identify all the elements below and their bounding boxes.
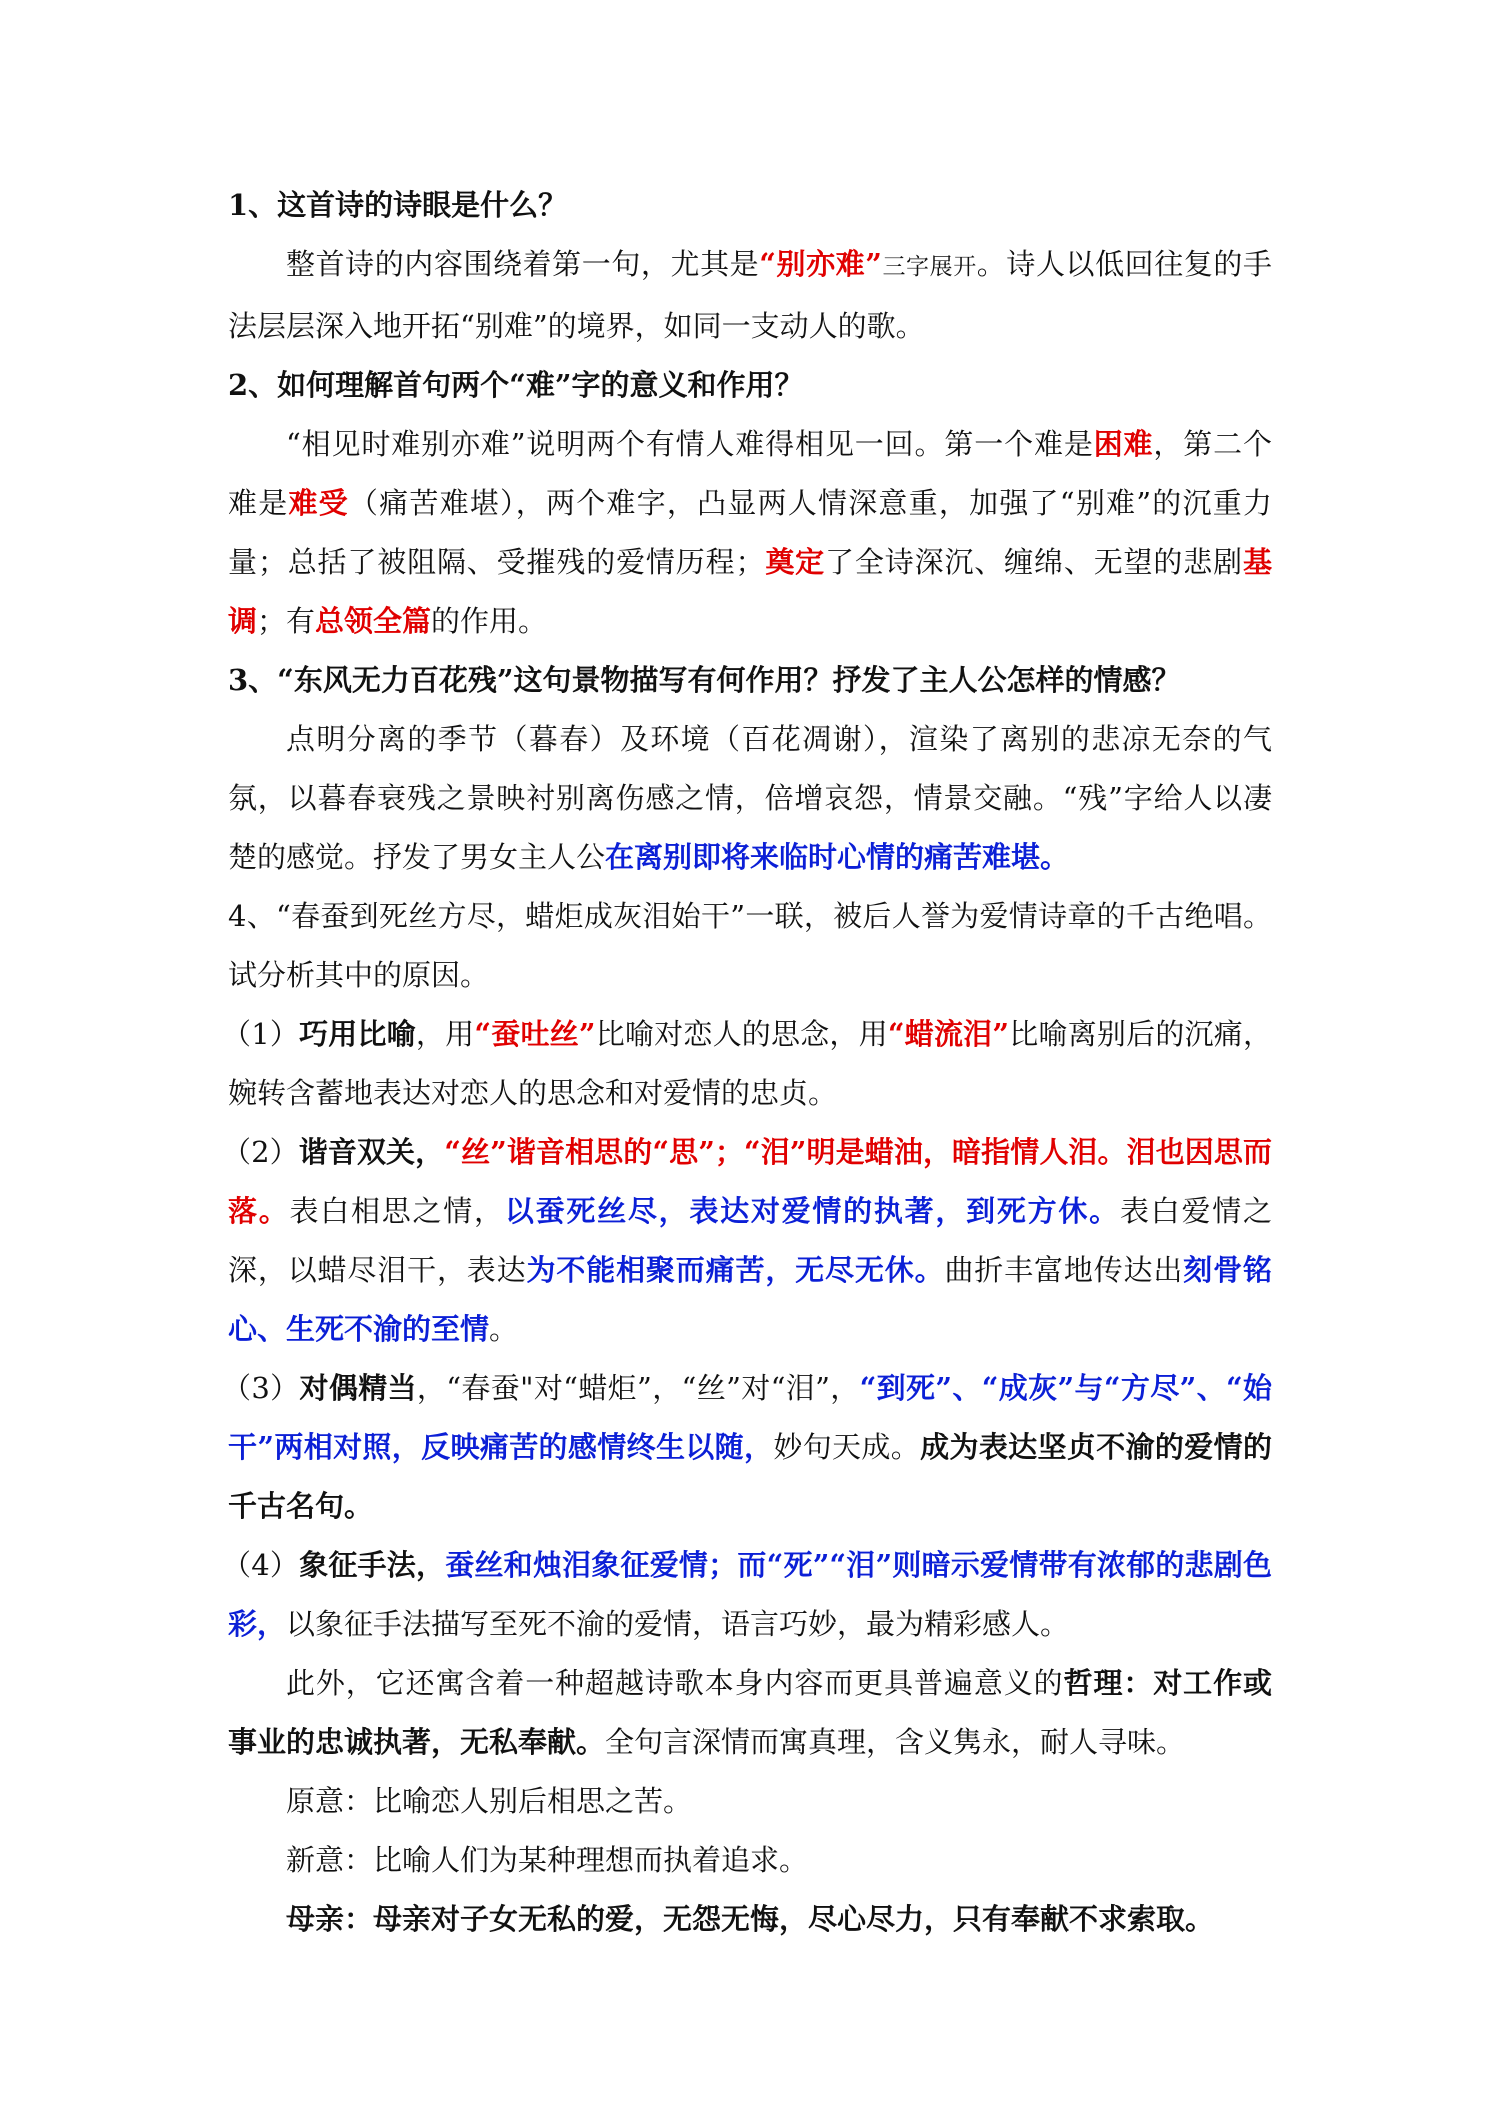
blue-highlight: 刻骨铭心、生死不渝的至情 [228, 1253, 1272, 1346]
keyword-bie-yi-nan: “别亦难” [759, 247, 882, 281]
original-meaning: 原意：比喻恋人别后相思之苦。 [286, 1784, 693, 1818]
point-number: （3） [222, 1371, 300, 1405]
point-2 [222, 1123, 1272, 1359]
text: ，第二个难是 [228, 427, 1272, 520]
point-head: 巧用比喻 [299, 1017, 416, 1051]
text: 的作用。 [431, 604, 548, 638]
point-head: 象征手法， [299, 1548, 446, 1582]
question-1-heading: 1、这首诗的诗眼是什么？ [228, 188, 568, 222]
mother-meaning: 母亲：母亲对子女无私的爱，无怨无悔，尽心尽力，只有奉献不求索取。 [286, 1902, 1215, 1936]
text: 比喻离别后的沉痛，婉转含蓄地表达对恋人的思念和对爱情的忠贞。 [228, 1017, 1272, 1110]
question-3-heading: 3、“东风无力百花残”这句景物描写有何作用？抒发了主人公怎样的情感？ [228, 663, 1181, 697]
text: 此外，它还寓含着一种超越诗歌本身内容而更具普遍意义的 [286, 1666, 1064, 1700]
point-3 [222, 1359, 1272, 1536]
text: 曲折丰富地传达出 [944, 1253, 1184, 1287]
bold-philosophy: 哲理：对工作或事业的忠诚执著，无私奉献。 [228, 1666, 1272, 1759]
blue-highlight: 以蚕死丝尽，表达对爱情的执著，到死方休。 [504, 1194, 1120, 1228]
keyword-zongling: 总领全篇 [315, 604, 432, 638]
text: 表白爱情之深，以蜡尽泪干，表达 [228, 1194, 1272, 1287]
text: “相见时难别亦难”说明两个有情人难得相见一回。第一个难是 [286, 427, 1094, 461]
red-highlight: “丝”谐音相思的“思”；“泪”明是蜡油，暗指情人泪。泪也因思而落。 [228, 1135, 1272, 1228]
keyword-emotion: 在离别即将来临时心情的痛苦难堪。 [605, 840, 1070, 874]
text: ；有 [257, 604, 316, 638]
answer-2 [228, 415, 1272, 651]
point-number: （1） [222, 1017, 300, 1051]
answer-3 [228, 710, 1272, 887]
text: 比喻对恋人的思念，用 [595, 1017, 888, 1051]
bold-conclusion: 成为表达坚贞不渝的爱情的千古名句。 [228, 1430, 1272, 1523]
question-4-heading: 4、“春蚕到死丝方尽，蜡炬成灰泪始干”一联，被后人誉为爱情诗章的千古绝唱。试分析其中的原因。 [228, 899, 1272, 992]
text: ，用 [415, 1017, 475, 1051]
keyword-jidiao: 基调 [228, 545, 1272, 638]
text: 了全诗深沉、缠绵、无望的悲剧 [825, 545, 1243, 579]
text: 妙句天成。 [773, 1430, 921, 1464]
text: 。 [489, 1312, 519, 1346]
text: 。诗人以低回往复的手法层层深入地开拓“别难”的境界，如同一支动人的歌。 [228, 247, 1272, 343]
point-head: 谐音双关， [298, 1135, 445, 1169]
question-2-heading: 2、如何理解首句两个“难”字的意义和作用？ [228, 368, 804, 402]
keyword-kunnan: 困难 [1093, 427, 1154, 461]
text: 点明分离的季节（暮春）及环境（百花凋谢），渲染了离别的悲凉无奈的气氛，以暮春衰残之景映衬别离伤感之情，倍增哀怨，情景交融。“残”字给人以凄楚的感觉。抒发了男女主人公 [228, 722, 1272, 874]
answer-1 [228, 235, 1272, 356]
new-meaning: 新意：比喻人们为某种理想而执着追求。 [286, 1843, 809, 1877]
text: 整首诗的内容围绕着第一句，尤其是 [286, 247, 760, 281]
point-4 [222, 1536, 1272, 1654]
philosophy-paragraph [228, 1654, 1272, 1772]
point-number: （2） [222, 1135, 299, 1169]
text: 表白相思之情， [289, 1194, 505, 1228]
keyword-la-liu-lei: “蜡流泪” [887, 1017, 1010, 1051]
text: 以象征手法描写至死不渝的爱情，语言巧妙，最为精彩感人。 [286, 1607, 1070, 1641]
point-1 [222, 1005, 1272, 1123]
keyword-can-tu-si: “蚕吐丝” [474, 1017, 596, 1051]
blue-highlight: “到死”、“成灰”与“方尽”、“始干”两相对照，反映痛苦的感情终生以随， [228, 1371, 1272, 1464]
text: （痛苦难堪），两个难字，凸显两人情深意重，加强了“别难”的沉重力量；总括了被阻隔、受摧残的爱情历程； [228, 486, 1272, 579]
blue-highlight: 为不能相聚而痛苦，无尽无休。 [526, 1253, 945, 1287]
keyword-nanshou: 难受 [288, 486, 349, 520]
point-number: （4） [222, 1548, 300, 1582]
keyword-dianding: 奠定 [764, 545, 826, 579]
point-head: 对偶精当 [299, 1371, 417, 1405]
blue-highlight: 蚕丝和烛泪象征爱情；而“死”“泪”则暗示爱情带有浓郁的悲剧色彩， [228, 1548, 1272, 1641]
text: 全句言深情而寓真理，含义隽永，耐人寻味。 [605, 1725, 1186, 1759]
text: ，“春蚕"对“蜡炬”，“丝”对“泪”， [416, 1371, 860, 1405]
small-note: 三字展开 [881, 254, 977, 280]
